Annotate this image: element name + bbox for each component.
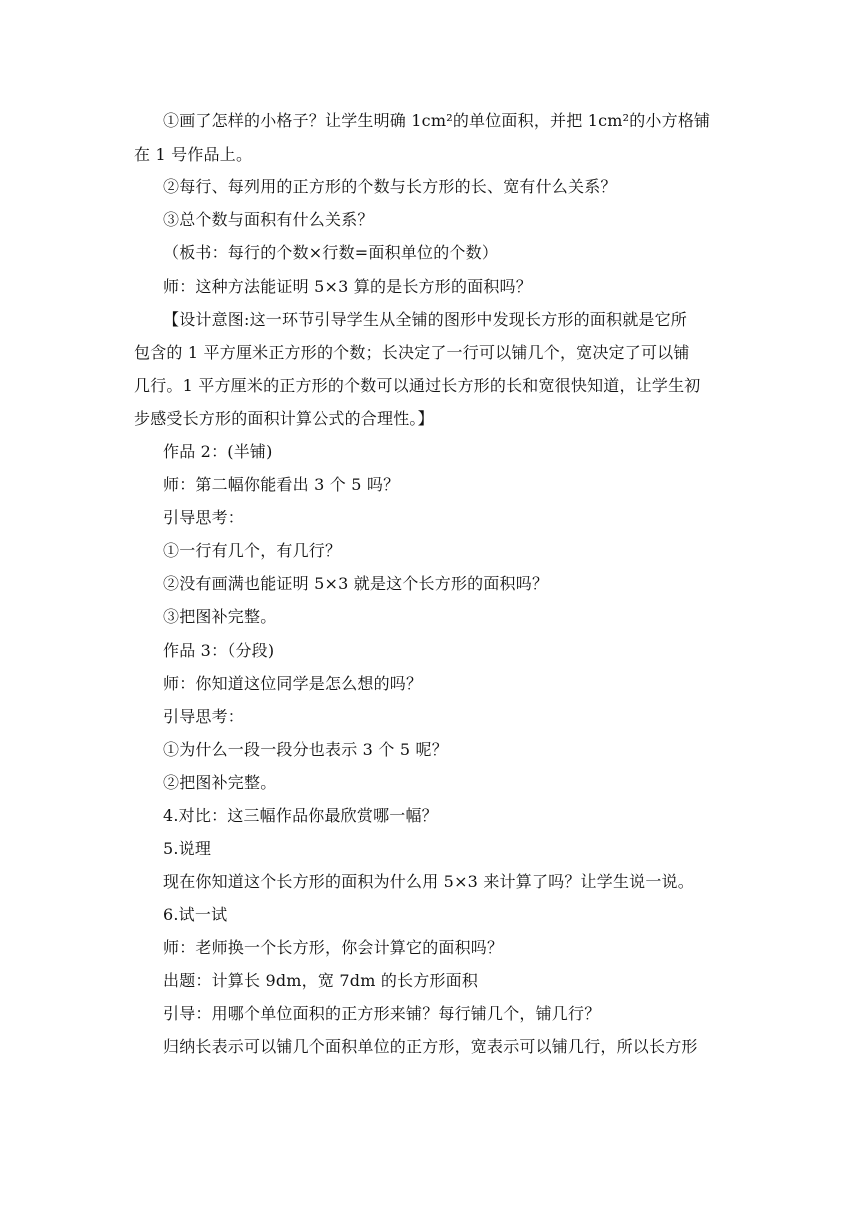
text-line: ③把图补完整。 [163, 607, 277, 626]
text-line: 出题：计算长 9dm，宽 7dm 的长方形面积 [163, 971, 479, 990]
text-line: ①为什么一段一段分也表示 3 个 5 呢？ [163, 740, 448, 759]
design-intent-line: 几行。1 平方厘米的正方形的个数可以通过长方形的长和宽很快知道，让学生初 [134, 376, 701, 395]
text-line: 师：这种方法能证明 5×3 算的是长方形的面积吗？ [163, 277, 532, 296]
section-heading: 5.说理 [163, 839, 212, 858]
text-line: （板书：每行的个数×行数=面积单位的个数） [163, 243, 499, 262]
text-line: ②没有画满也能证明 5×3 就是这个长方形的面积吗？ [163, 574, 549, 593]
text-line: 4.对比：这三幅作品你最欣赏哪一幅？ [163, 806, 438, 825]
text-line: 归纳长表示可以铺几个面积单位的正方形，宽表示可以铺几行，所以长方形 [163, 1037, 698, 1056]
section-heading: 6.试一试 [163, 905, 228, 924]
text-line: 引导：用哪个单位面积的正方形来铺？每行铺几个，铺几行？ [163, 1004, 601, 1023]
design-intent-line: 包含的 1 平方厘米正方形的个数；长决定了一行可以铺几个，宽决定了可以铺 [134, 343, 690, 362]
text-line: 现在你知道这个长方形的面积为什么用 5×3 来计算了吗？让学生说一说。 [163, 872, 694, 891]
text-line: ②每行、每列用的正方形的个数与长方形的长、宽有什么关系？ [163, 177, 617, 196]
text-line: 引导思考： [163, 707, 245, 726]
text-line: 作品 3：（分段) [163, 641, 275, 660]
design-intent-line: 步感受长方形的面积计算公式的合理性。】 [134, 409, 434, 428]
text-line: ③总个数与面积有什么关系？ [163, 210, 374, 229]
text-line: ②把图补完整。 [163, 773, 277, 792]
design-intent-line: 【设计意图:这一环节引导学生从全铺的图形中发现长方形的面积就是它所 [163, 310, 687, 329]
text-line: 师：你知道这位同学是怎么想的吗？ [163, 674, 423, 693]
text-line: ①画了怎样的小格子？让学生明确 1cm²的单位面积，并把 1cm²的小方格铺 [163, 111, 711, 130]
text-line: 作品 2：(半铺) [163, 442, 273, 461]
text-line: 引导思考： [163, 508, 245, 527]
text-line: 师：第二幅你能看出 3 个 5 吗？ [163, 475, 400, 494]
text-line: 在 1 号作品上。 [134, 145, 253, 164]
text-line: 师：老师换一个长方形，你会计算它的面积吗？ [163, 938, 504, 957]
text-line: ①一行有几个，有几行？ [163, 541, 342, 560]
